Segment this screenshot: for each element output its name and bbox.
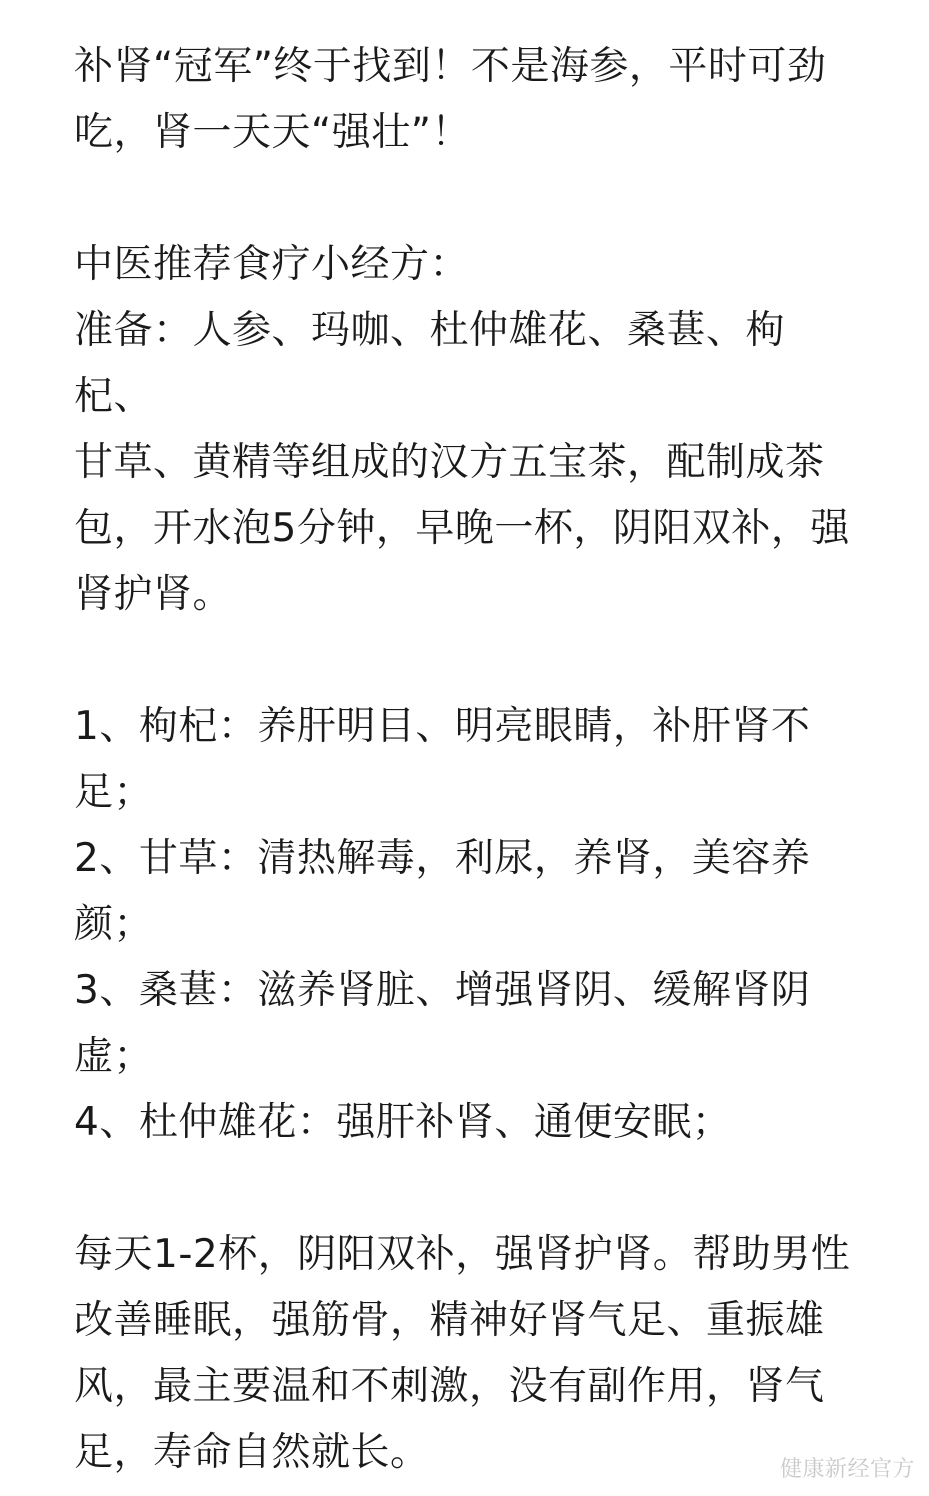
article-body [74, 34, 854, 1486]
prep-line-4: 肾护肾。 [74, 572, 233, 617]
article-title-line-2: 吃，肾一天天“强壮”！ [74, 110, 471, 155]
paragraph-gap [74, 628, 854, 694]
paragraph-gap [74, 1156, 854, 1222]
list-item-4-line-1: 4、杜仲雄花：强肝补肾、通便安眠； [74, 1100, 732, 1145]
list-item-1-line-1: 1、枸杞：养肝明目、明亮眼睛，补肝肾不 [74, 704, 811, 749]
article-title-line-1: 补肾“冠军”终于找到！不是海参，平时可劲 [74, 44, 827, 89]
summary-line-1: 每天1-2杯，阴阳双补，强肾护肾。帮助男性 [74, 1232, 851, 1277]
intro-heading: 中医推荐食疗小经方： [74, 242, 470, 287]
summary-line-2: 改善睡眠，强筋骨，精神好肾气足、重振雄 [74, 1298, 825, 1343]
watermark-text: 健康新经官方 [779, 1457, 915, 1482]
summary-line-3: 风，最主要温和不刺激，没有副作用，肾气 [74, 1364, 825, 1409]
list-item-3-line-2: 虚； [74, 1034, 154, 1079]
prep-line-1: 准备：人参、玛咖、杜仲雄花、桑葚、枸杞、 [74, 308, 786, 419]
list-item-1-line-2: 足； [74, 770, 154, 815]
list-item-2-line-2: 颜； [74, 902, 154, 947]
paragraph-gap [74, 166, 854, 232]
prep-line-2: 甘草、黄精等组成的汉方五宝茶，配制成茶 [74, 440, 825, 485]
list-item-3-line-1: 3、桑葚：滋养肾脏、增强肾阴、缓解肾阴 [74, 968, 811, 1013]
prep-line-3: 包，开水泡5分钟，早晚一杯，阴阳双补，强 [74, 506, 850, 551]
list-item-2-line-1: 2、甘草：清热解毒，利尿，养肾，美容养 [74, 836, 811, 881]
summary-line-4: 足，寿命自然就长。 [74, 1430, 430, 1475]
